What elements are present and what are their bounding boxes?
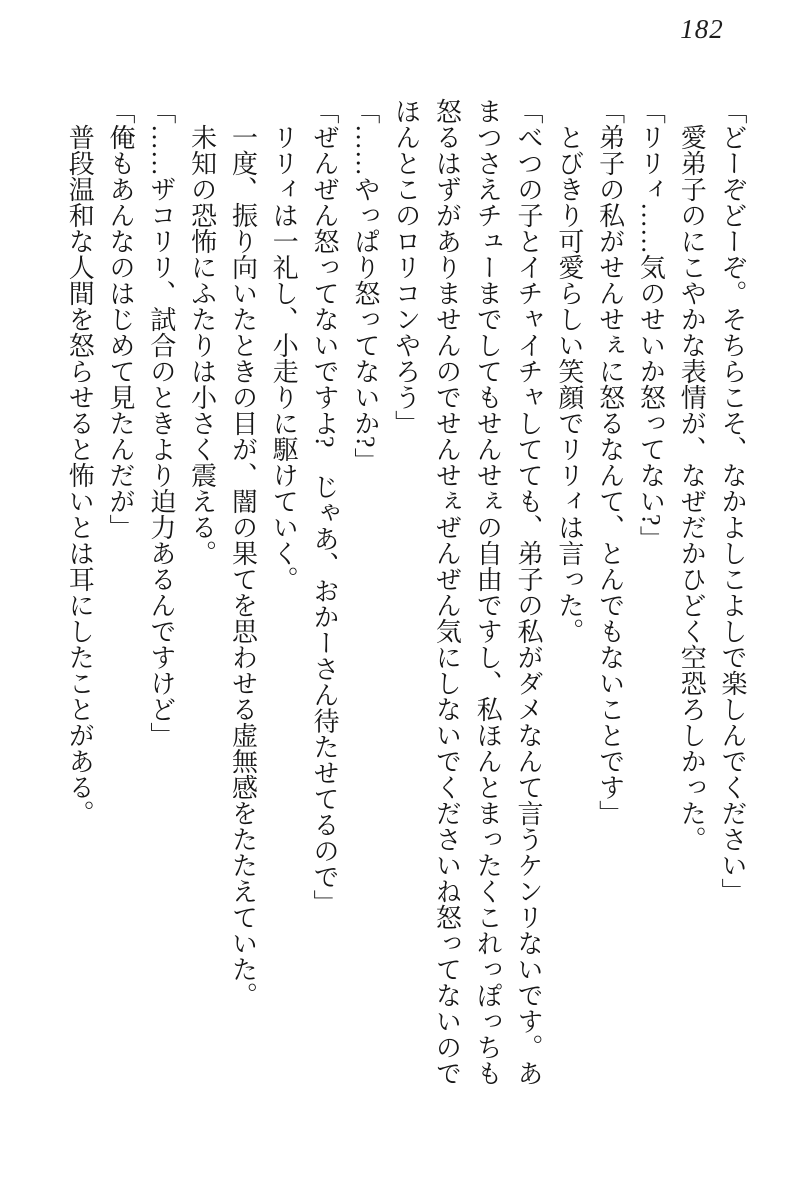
text-line-dialogue: 「……ザコリリ、試合のときより迫力あるんですけど」 — [146, 98, 176, 748]
text-line-dialogue: 「べつの子とイチャイチャしてても、弟子の私がダメなんて言うケンリないです。あ — [514, 98, 544, 1086]
text-line-narration: 未知の恐怖にふたりは小さく震える。 — [187, 124, 217, 566]
text-line-dialogue: 「弟子の私がせんせぇに怒るなんて、とんでもないことです」 — [595, 98, 625, 826]
text-line-dialogue: 「リリィ……気のせいか怒ってない?」 — [636, 98, 666, 552]
text-block — [58, 98, 752, 1148]
text-line-dialogue: 「どーぞどーぞ。そちらこそ、なかよしこよしで楽しんでください」 — [718, 98, 747, 904]
text-line-dialogue-wrap: ほんとこのロリコンやろう」 — [391, 98, 421, 436]
text-line-narration: 普段温和な人間を怒らせると怖いとは耳にしたことがある。 — [65, 124, 95, 826]
text-line-dialogue: 「俺もあんなのはじめて見たんだが」 — [106, 98, 136, 540]
text-line-dialogue: 「ぜんぜん怒ってないですよ? じゃあ、おかーさん待たせてるので」 — [310, 98, 340, 916]
text-line-narration: リリィは一礼し、小走りに駆けていく。 — [269, 124, 299, 592]
text-line-dialogue: 「……やっぱり怒ってないか?」 — [350, 98, 380, 474]
text-line-narration: 一度、振り向いたときの目が、闇の果てを思わせる虚無感をたたえていた。 — [228, 124, 258, 1008]
text-line-narration: 愛弟子のにこやかな表情が、なぜだかひどく空恐ろしかった。 — [677, 124, 707, 852]
text-line-dialogue-wrap: 怒るはずがありませんのでせんせぇぜんぜん気にしないでくださいね怒ってないので — [432, 98, 462, 1086]
page-number: 182 — [680, 14, 724, 44]
text-line-narration: とびきり可愛らしい笑顔でリリィは言った。 — [554, 124, 584, 644]
text-line-dialogue-wrap: まつさえチューまでしてもせんせぇの自由ですし、私ほんとまったくこれっぽっちも — [473, 98, 503, 1086]
